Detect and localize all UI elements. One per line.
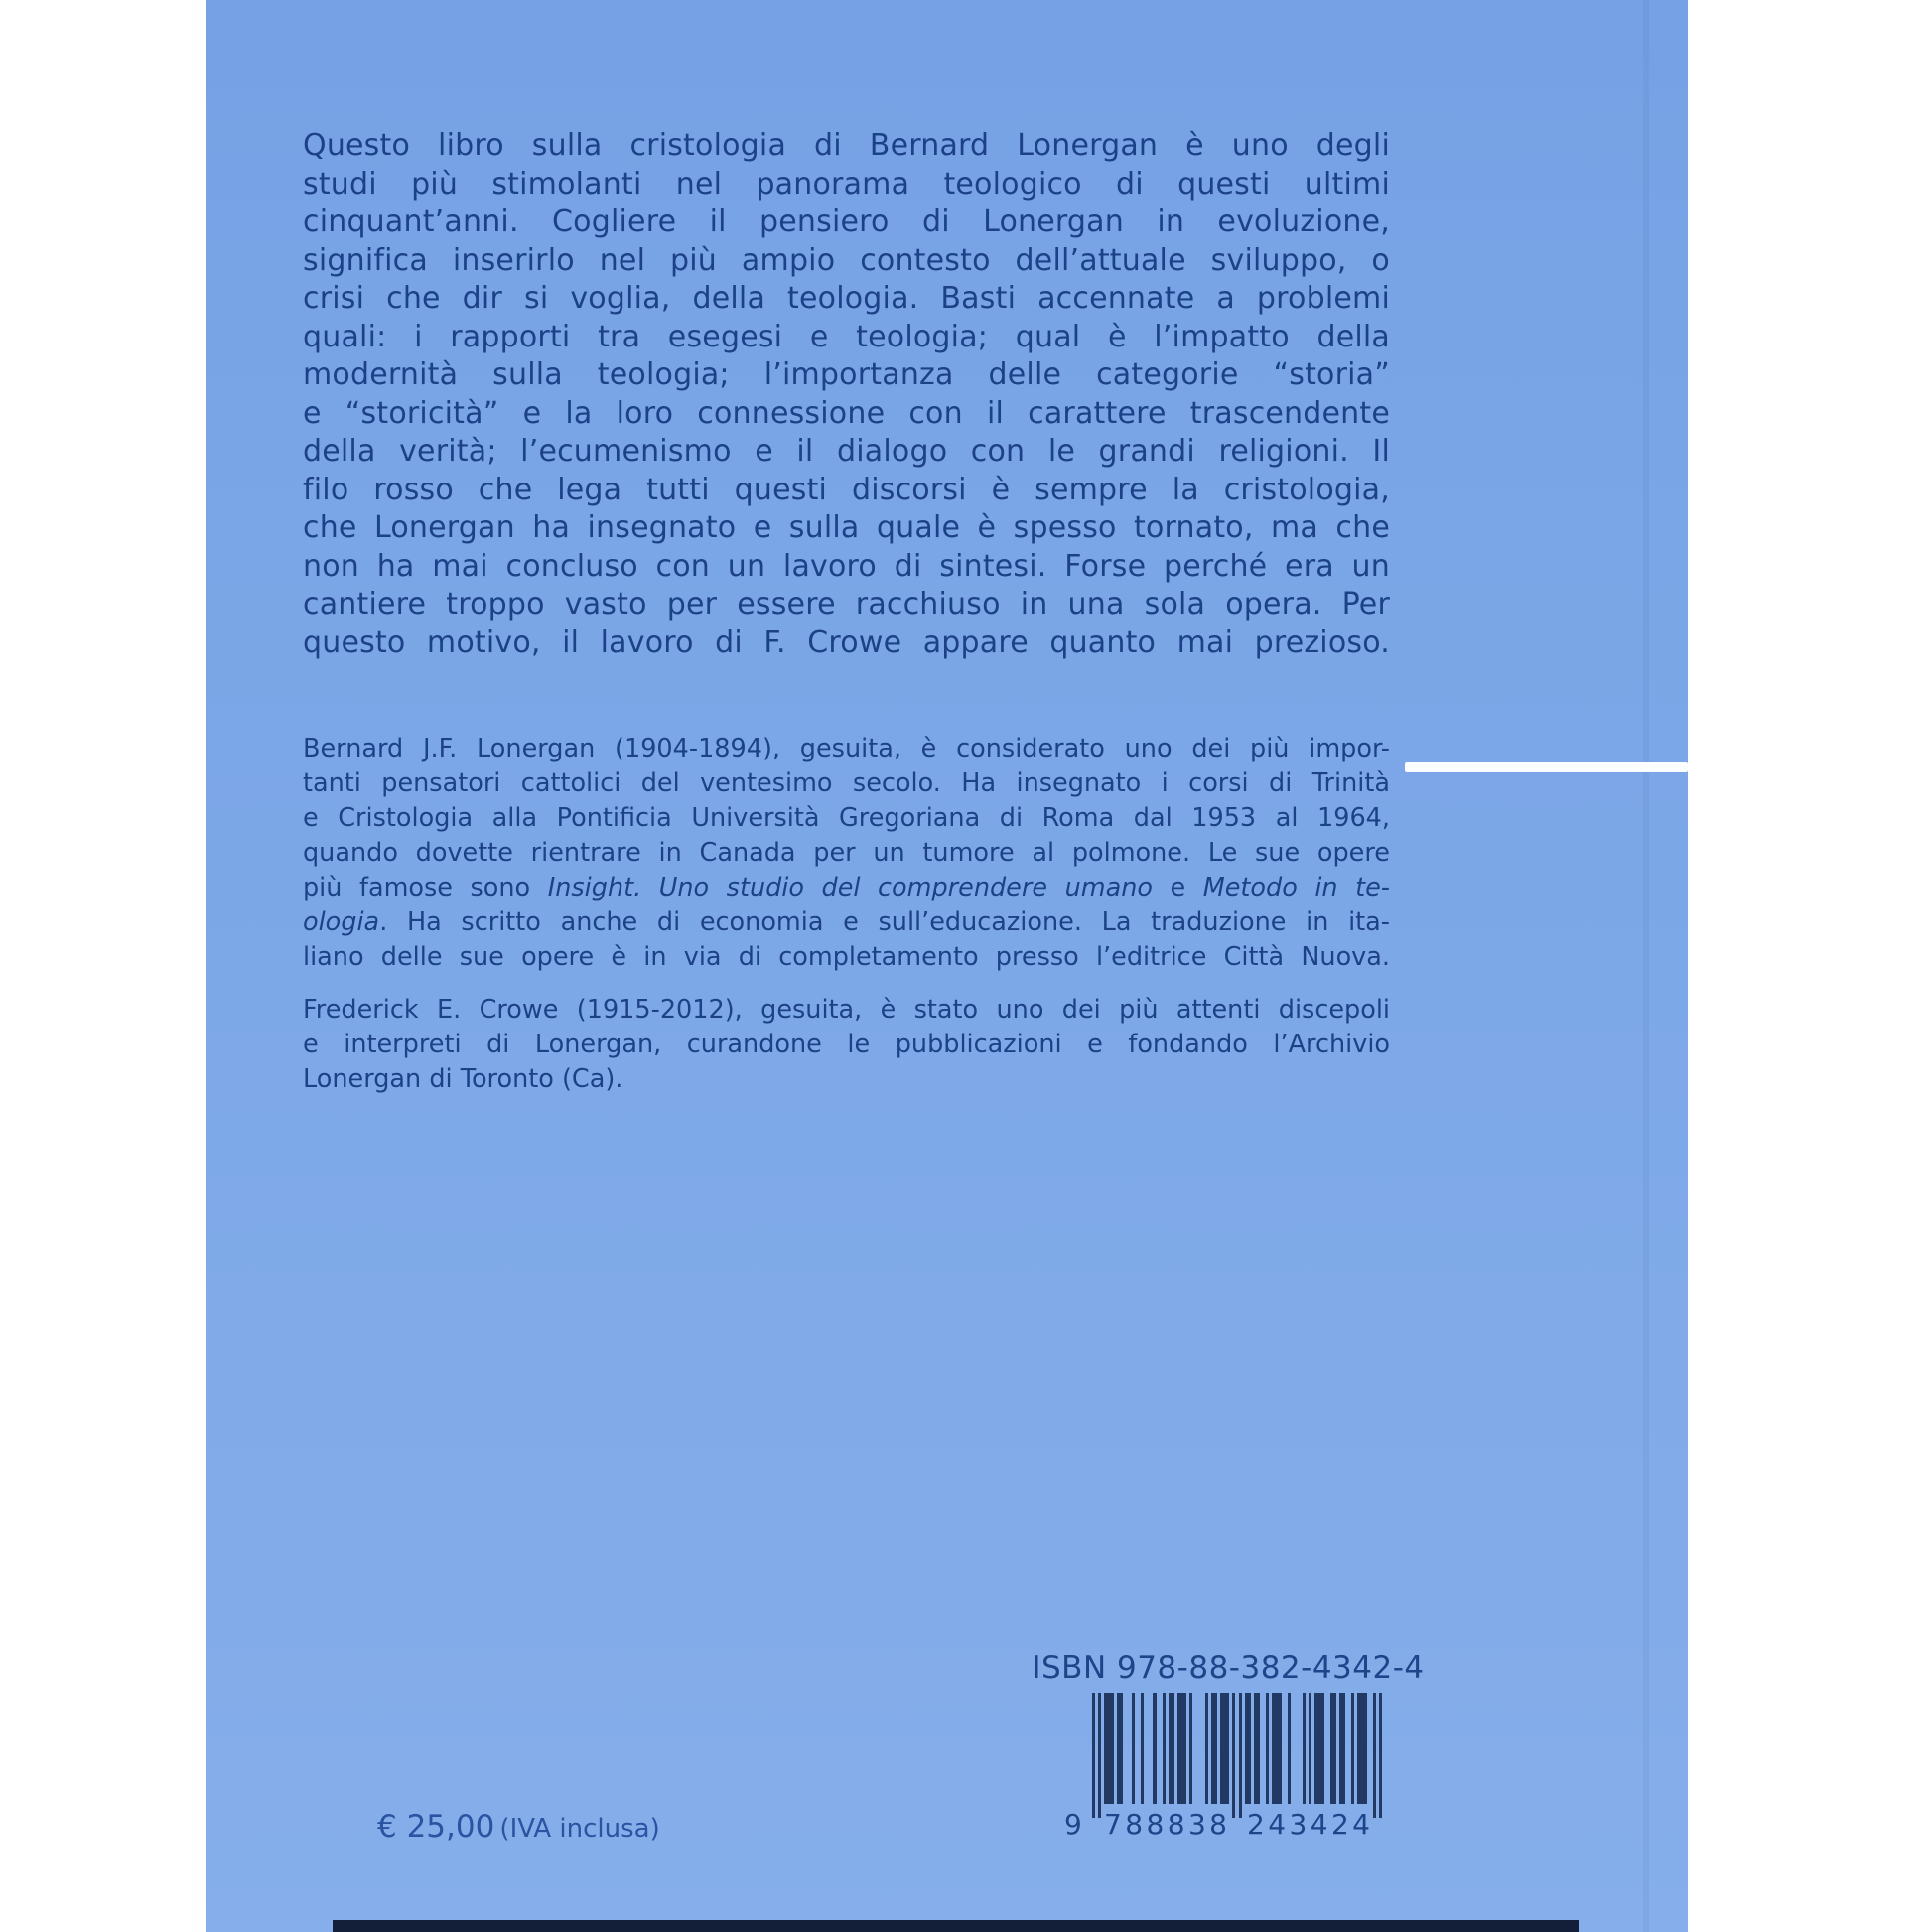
price-vat-note: (IVA inclusa) bbox=[499, 1814, 660, 1844]
barcode-bars bbox=[1092, 1693, 1382, 1818]
barcode-digit-group2: 2 4 3 4 2 4 bbox=[1247, 1808, 1370, 1841]
price-label bbox=[377, 1809, 804, 1845]
isbn-label: ISBN 978-88-382-4342-4 bbox=[1032, 1650, 1425, 1686]
barcode bbox=[1064, 1693, 1382, 1847]
book-cover bbox=[206, 0, 1688, 1932]
barcode-digit-group1: 7 8 8 8 3 8 bbox=[1104, 1808, 1227, 1841]
synopsis-paragraph: Questo libro sulla cristologia di Bernard Lonergan è uno degli studi più stimolanti nel panorama teologico di questi ultimi cinquant’anni. Cogliere il pensiero di Lonergan in evoluzione, significa inserirlo nel più ampio contesto dell’attuale sviluppo, o crisi che dir si voglia, della teologia. Basti accennate a problemi quali: i rapporti tra esegesi e teologia; qual è l’impatto della modernità sulla teologia; l’importanza delle categorie “storia” e “storicità” e la loro connessione con il carattere trascendente della verità; l’ecumenismo e il dialogo con le grandi religioni. Il filo rosso che lega tutti questi discorsi è sempre la cristologia, che Lonergan ha insegnato e sulla quale è spesso tornato, ma che non ha mai concluso con un lavoro di sintesi. Forse perché era un cantiere troppo vasto per essere racchiuso in una sola opera. Per questo motivo, il lavoro di F. Crowe appare quanto mai prezioso. bbox=[303, 128, 1390, 660]
cover-crease bbox=[1643, 0, 1649, 1932]
barcode-digit-lead: 9 bbox=[1064, 1808, 1082, 1841]
divider-line bbox=[1405, 762, 1688, 772]
price-amount: € 25,00 bbox=[377, 1809, 495, 1845]
barcode-digits bbox=[1064, 1806, 1382, 1842]
editor-bio-paragraph: Frederick E. Crowe (1915-2012), gesuita, è stato uno dei più attenti discepoli e interpreti di Lonergan, curandone le pubblicazioni e fondando l’Archivio Lonergan di Toronto (Ca). bbox=[303, 995, 1390, 1094]
bottom-edge-shadow bbox=[333, 1920, 1579, 1932]
author-bio-paragraph: Bernard J.F. Lonergan (1904-1894), gesuita, è considerato uno dei più impor- tanti pensatori cattolici del ventesimo secolo. Ha insegnato i corsi di Trinità e Cristologia alla Pontificia Università Gregoriana di Roma dal 1953 al 1964, quando dovette rientrare in Canada per un tumore al polmone. Le sue opere più famose sono Insight. Uno studio del comprendere umano e Metodo in te- ologia. Ha scritto anche di economia e sull’educazione. La traduzione in ita- liano delle sue opere è in via di completamento presso l’editrice Città Nuova. bbox=[303, 734, 1390, 972]
